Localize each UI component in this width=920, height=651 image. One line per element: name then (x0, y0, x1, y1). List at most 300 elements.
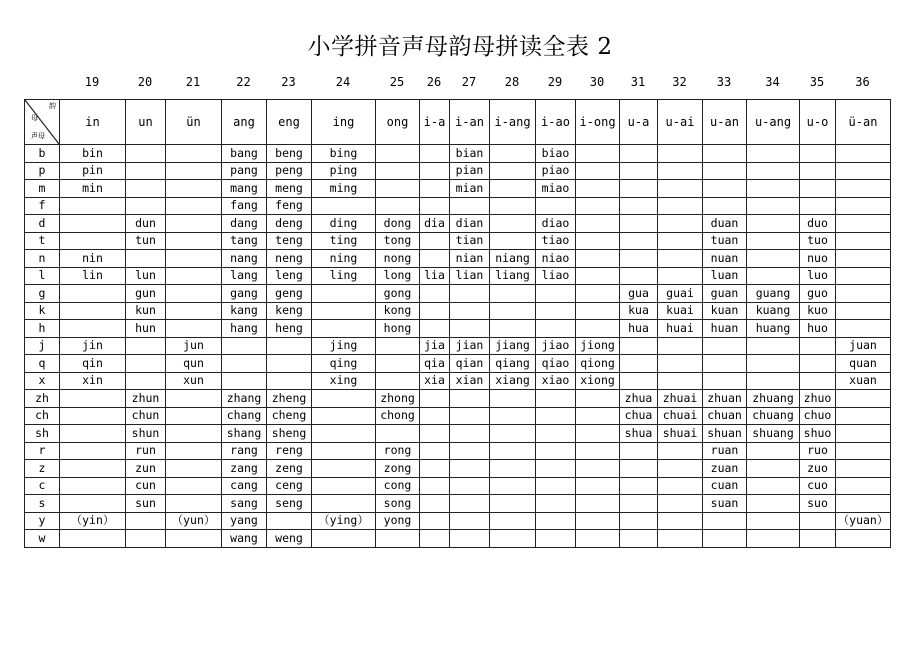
syllable-cell (60, 407, 126, 425)
syllable-cell (420, 162, 450, 180)
syllable-cell (126, 180, 166, 198)
syllable-cell (420, 425, 450, 443)
syllable-cell (267, 337, 312, 355)
column-number: 19 (84, 75, 100, 89)
syllable-cell (800, 530, 836, 548)
initial-cell: p (25, 162, 60, 180)
syllable-cell (312, 407, 376, 425)
initial-cell: zh (25, 390, 60, 408)
syllable-cell (620, 250, 658, 268)
syllable-cell (376, 425, 420, 443)
syllable-cell: luan (703, 267, 747, 285)
syllable-cell (747, 215, 800, 233)
syllable-cell: qing (312, 355, 376, 373)
syllable-cell (800, 180, 836, 198)
syllable-cell: ming (312, 180, 376, 198)
syllable-cell: cheng (267, 407, 312, 425)
column-number: 25 (389, 75, 405, 89)
syllable-cell (420, 442, 450, 460)
syllable-cell (836, 460, 891, 478)
syllable-cell: qun (166, 355, 222, 373)
syllable-cell (836, 477, 891, 495)
syllable-cell: ling (312, 267, 376, 285)
syllable-cell (376, 145, 420, 163)
syllable-cell (490, 232, 536, 250)
syllable-cell (620, 197, 658, 215)
syllable-cell: heng (267, 320, 312, 338)
syllable-cell: tian (450, 232, 490, 250)
syllable-cell (420, 512, 450, 530)
syllable-cell: run (126, 442, 166, 460)
syllable-cell: diao (536, 215, 576, 233)
syllable-cell (60, 320, 126, 338)
syllable-cell: yang (222, 512, 267, 530)
table-row (25, 530, 891, 548)
initial-cell: y (25, 512, 60, 530)
syllable-cell: chang (222, 407, 267, 425)
syllable-cell: nuo (800, 250, 836, 268)
initial-cell: j (25, 337, 60, 355)
syllable-cell (166, 442, 222, 460)
syllable-cell (836, 530, 891, 548)
syllable-cell: pin (60, 162, 126, 180)
column-number: 29 (547, 75, 563, 89)
corner-label-final: 韵 (49, 102, 56, 110)
syllable-cell: beng (267, 145, 312, 163)
syllable-cell: sheng (267, 425, 312, 443)
syllable-cell (576, 477, 620, 495)
initial-cell: f (25, 197, 60, 215)
syllable-cell (60, 285, 126, 303)
syllable-cell: hang (222, 320, 267, 338)
column-number: 24 (335, 75, 351, 89)
syllable-cell (620, 162, 658, 180)
syllable-cell (836, 162, 891, 180)
column-number: 23 (281, 75, 296, 89)
table-row (25, 215, 891, 233)
syllable-cell (576, 442, 620, 460)
syllable-cell (267, 372, 312, 390)
syllable-cell: cong (376, 477, 420, 495)
syllable-cell: cuan (703, 477, 747, 495)
syllable-cell: liang (490, 267, 536, 285)
syllable-cell: dong (376, 215, 420, 233)
final-header: u-an (703, 100, 747, 145)
syllable-cell: niang (490, 250, 536, 268)
syllable-cell: shuan (703, 425, 747, 443)
initial-cell: g (25, 285, 60, 303)
syllable-cell (658, 215, 703, 233)
syllable-cell (490, 512, 536, 530)
syllable-cell (536, 477, 576, 495)
syllable-cell (60, 425, 126, 443)
syllable-cell (836, 302, 891, 320)
syllable-cell: pian (450, 162, 490, 180)
syllable-cell: bang (222, 145, 267, 163)
final-header: u-ai (658, 100, 703, 145)
initial-cell: r (25, 442, 60, 460)
syllable-cell: shua (620, 425, 658, 443)
syllable-cell: gang (222, 285, 267, 303)
syllable-cell (376, 162, 420, 180)
syllable-cell (490, 197, 536, 215)
syllable-cell: yong (376, 512, 420, 530)
syllable-cell (376, 530, 420, 548)
table-row (25, 197, 891, 215)
syllable-cell (620, 232, 658, 250)
syllable-cell: kuang (747, 302, 800, 320)
syllable-cell (836, 425, 891, 443)
syllable-cell: xuan (836, 372, 891, 390)
syllable-cell (536, 302, 576, 320)
syllable-cell (450, 197, 490, 215)
syllable-cell: kong (376, 302, 420, 320)
final-header: ing (312, 100, 376, 145)
syllable-cell: chong (376, 407, 420, 425)
syllable-cell: （yun） (166, 512, 222, 530)
syllable-cell (536, 530, 576, 548)
syllable-cell (166, 390, 222, 408)
syllable-cell: zun (126, 460, 166, 478)
syllable-cell (747, 162, 800, 180)
syllable-cell: zeng (267, 460, 312, 478)
syllable-cell (620, 267, 658, 285)
syllable-cell (576, 302, 620, 320)
corner-label-initial: 声母 (31, 132, 45, 140)
initial-cell: w (25, 530, 60, 548)
syllable-cell: ceng (267, 477, 312, 495)
syllable-cell (620, 355, 658, 373)
syllable-cell (576, 215, 620, 233)
syllable-cell (620, 337, 658, 355)
syllable-cell: feng (267, 197, 312, 215)
syllable-cell: tong (376, 232, 420, 250)
syllable-cell: weng (267, 530, 312, 548)
syllable-cell (267, 355, 312, 373)
table-row (25, 320, 891, 338)
syllable-cell: kua (620, 302, 658, 320)
page-title: 小学拼音声母韵母拼读全表 2 (307, 34, 613, 60)
final-header: ün (166, 100, 222, 145)
initial-cell: n (25, 250, 60, 268)
syllable-cell: qiang (490, 355, 536, 373)
syllable-cell: kuan (703, 302, 747, 320)
column-number (24, 71, 59, 93)
syllable-cell: ding (312, 215, 376, 233)
syllable-cell (312, 285, 376, 303)
syllable-cell (126, 355, 166, 373)
syllable-cell (490, 180, 536, 198)
syllable-cell (376, 197, 420, 215)
final-header: un (126, 100, 166, 145)
syllable-cell (420, 302, 450, 320)
syllable-cell (126, 250, 166, 268)
final-header: ü-an (836, 100, 891, 145)
syllable-cell: shuai (658, 425, 703, 443)
syllable-cell (620, 145, 658, 163)
syllable-cell (166, 180, 222, 198)
syllable-cell (747, 460, 800, 478)
final-header: in (60, 100, 126, 145)
syllable-cell (166, 145, 222, 163)
final-header: i-ao (536, 100, 576, 145)
syllable-cell (620, 460, 658, 478)
syllable-cell (420, 495, 450, 513)
column-number: 34 (765, 75, 780, 89)
syllable-cell: xiao (536, 372, 576, 390)
syllable-cell (747, 197, 800, 215)
syllable-cell: quan (836, 355, 891, 373)
syllable-cell (836, 407, 891, 425)
syllable-cell: mang (222, 180, 267, 198)
table-row (25, 442, 891, 460)
syllable-cell: tun (126, 232, 166, 250)
column-number: 20 (137, 75, 153, 89)
initial-cell: sh (25, 425, 60, 443)
syllable-cell (166, 477, 222, 495)
syllable-cell (450, 285, 490, 303)
syllable-cell: luo (800, 267, 836, 285)
syllable-cell (576, 390, 620, 408)
syllable-cell: duan (703, 215, 747, 233)
syllable-cell: xun (166, 372, 222, 390)
final-header: ang (222, 100, 267, 145)
syllable-cell: nin (60, 250, 126, 268)
syllable-cell (836, 442, 891, 460)
syllable-cell (576, 320, 620, 338)
syllable-cell (376, 372, 420, 390)
syllable-cell: chuai (658, 407, 703, 425)
initial-cell: b (25, 145, 60, 163)
syllable-cell (658, 180, 703, 198)
syllable-cell (836, 180, 891, 198)
syllable-cell: jian (450, 337, 490, 355)
syllable-cell (747, 250, 800, 268)
table-row (25, 355, 891, 373)
syllable-cell (376, 180, 420, 198)
syllable-cell (166, 302, 222, 320)
syllable-cell: deng (267, 215, 312, 233)
syllable-cell: zheng (267, 390, 312, 408)
table-row (25, 250, 891, 268)
syllable-cell (536, 460, 576, 478)
syllable-cell (490, 442, 536, 460)
initial-cell: x (25, 372, 60, 390)
syllable-cell: lun (126, 267, 166, 285)
syllable-cell: nuan (703, 250, 747, 268)
syllable-cell (747, 337, 800, 355)
syllable-cell (166, 407, 222, 425)
syllable-cell: min (60, 180, 126, 198)
syllable-cell: zhua (620, 390, 658, 408)
column-number: 22 (236, 75, 251, 89)
syllable-cell (536, 390, 576, 408)
syllable-cell: chuan (703, 407, 747, 425)
syllable-cell: xiong (576, 372, 620, 390)
syllable-cell: lian (450, 267, 490, 285)
syllable-cell (490, 302, 536, 320)
syllable-cell: hun (126, 320, 166, 338)
syllable-cell: teng (267, 232, 312, 250)
syllable-cell: kang (222, 302, 267, 320)
syllable-cell (166, 530, 222, 548)
syllable-cell: gong (376, 285, 420, 303)
table-row (25, 495, 891, 513)
initial-cell: t (25, 232, 60, 250)
syllable-cell (126, 337, 166, 355)
syllable-cell (420, 250, 450, 268)
syllable-cell: zang (222, 460, 267, 478)
table-row (25, 337, 891, 355)
final-header: i-ang (490, 100, 536, 145)
syllable-cell (450, 477, 490, 495)
syllable-cell: chuang (747, 407, 800, 425)
syllable-cell (576, 267, 620, 285)
syllable-cell: cang (222, 477, 267, 495)
syllable-cell: huang (747, 320, 800, 338)
syllable-cell (620, 512, 658, 530)
syllable-cell: long (376, 267, 420, 285)
syllable-cell (800, 512, 836, 530)
syllable-cell (620, 215, 658, 233)
syllable-cell (126, 162, 166, 180)
syllable-cell: qian (450, 355, 490, 373)
column-number: 35 (809, 75, 825, 89)
final-header: i-ong (576, 100, 620, 145)
syllable-cell (703, 145, 747, 163)
syllable-cell: gua (620, 285, 658, 303)
column-number: 36 (855, 75, 870, 89)
syllable-cell (420, 477, 450, 495)
syllable-cell: xin (60, 372, 126, 390)
syllable-cell (658, 477, 703, 495)
syllable-cell: bian (450, 145, 490, 163)
syllable-cell (60, 495, 126, 513)
syllable-cell: zhang (222, 390, 267, 408)
syllable-cell (658, 197, 703, 215)
syllable-cell: qia (420, 355, 450, 373)
syllable-cell (60, 215, 126, 233)
syllable-cell (420, 197, 450, 215)
corner-label-mother: 母 (31, 114, 38, 122)
syllable-cell (166, 320, 222, 338)
syllable-cell: shun (126, 425, 166, 443)
syllable-cell (490, 390, 536, 408)
syllable-cell (747, 355, 800, 373)
initial-cell: z (25, 460, 60, 478)
syllable-cell (450, 425, 490, 443)
syllable-cell (166, 285, 222, 303)
column-number: 21 (185, 75, 201, 89)
syllable-cell (312, 320, 376, 338)
table-row (25, 512, 891, 530)
syllable-cell (312, 390, 376, 408)
corner-header-cell (25, 100, 60, 145)
syllable-cell (576, 460, 620, 478)
syllable-cell (450, 530, 490, 548)
syllable-cell: dia (420, 215, 450, 233)
syllable-cell (576, 530, 620, 548)
syllable-cell: shuang (747, 425, 800, 443)
syllable-cell (450, 320, 490, 338)
syllable-cell (420, 285, 450, 303)
syllable-cell (703, 180, 747, 198)
syllable-cell (126, 145, 166, 163)
initial-cell: q (25, 355, 60, 373)
syllable-cell: kun (126, 302, 166, 320)
syllable-cell: tiao (536, 232, 576, 250)
syllable-cell (576, 145, 620, 163)
syllable-cell (703, 337, 747, 355)
syllable-cell (620, 495, 658, 513)
syllable-cell: jing (312, 337, 376, 355)
syllable-cell (490, 145, 536, 163)
syllable-cell: juan (836, 337, 891, 355)
syllable-cell (166, 425, 222, 443)
syllable-cell: qiong (576, 355, 620, 373)
syllable-cell: jin (60, 337, 126, 355)
syllable-cell (126, 197, 166, 215)
syllable-cell (703, 530, 747, 548)
syllable-cell (166, 267, 222, 285)
syllable-cell (60, 477, 126, 495)
syllable-cell: dian (450, 215, 490, 233)
syllable-cell (747, 232, 800, 250)
syllable-cell (800, 162, 836, 180)
final-header: i-a (420, 100, 450, 145)
syllable-cell: tuan (703, 232, 747, 250)
syllable-cell: dang (222, 215, 267, 233)
syllable-cell: pang (222, 162, 267, 180)
syllable-cell: zuo (800, 460, 836, 478)
syllable-cell (420, 232, 450, 250)
syllable-cell (60, 460, 126, 478)
syllable-cell: bin (60, 145, 126, 163)
syllable-cell (536, 407, 576, 425)
syllable-cell (490, 460, 536, 478)
syllable-cell: lang (222, 267, 267, 285)
syllable-cell: hong (376, 320, 420, 338)
syllable-cell: ping (312, 162, 376, 180)
syllable-cell (800, 355, 836, 373)
syllable-cell (836, 285, 891, 303)
syllable-cell (267, 512, 312, 530)
column-number: 31 (630, 75, 646, 89)
syllable-cell: zhong (376, 390, 420, 408)
syllable-cell (166, 250, 222, 268)
syllable-cell (450, 495, 490, 513)
syllable-cell (450, 407, 490, 425)
initial-cell: k (25, 302, 60, 320)
syllable-cell (658, 355, 703, 373)
syllable-cell: xiang (490, 372, 536, 390)
syllable-cell (450, 302, 490, 320)
syllable-cell: rong (376, 442, 420, 460)
syllable-cell (658, 372, 703, 390)
syllable-cell (312, 495, 376, 513)
syllable-cell: mian (450, 180, 490, 198)
syllable-cell: ting (312, 232, 376, 250)
column-number: 26 (426, 75, 442, 89)
syllable-cell (536, 425, 576, 443)
syllable-cell: （yuan） (836, 512, 891, 530)
syllable-cell: nong (376, 250, 420, 268)
syllable-cell (166, 232, 222, 250)
syllable-cell: sang (222, 495, 267, 513)
table-row (25, 372, 891, 390)
syllable-cell (747, 145, 800, 163)
syllable-cell: geng (267, 285, 312, 303)
